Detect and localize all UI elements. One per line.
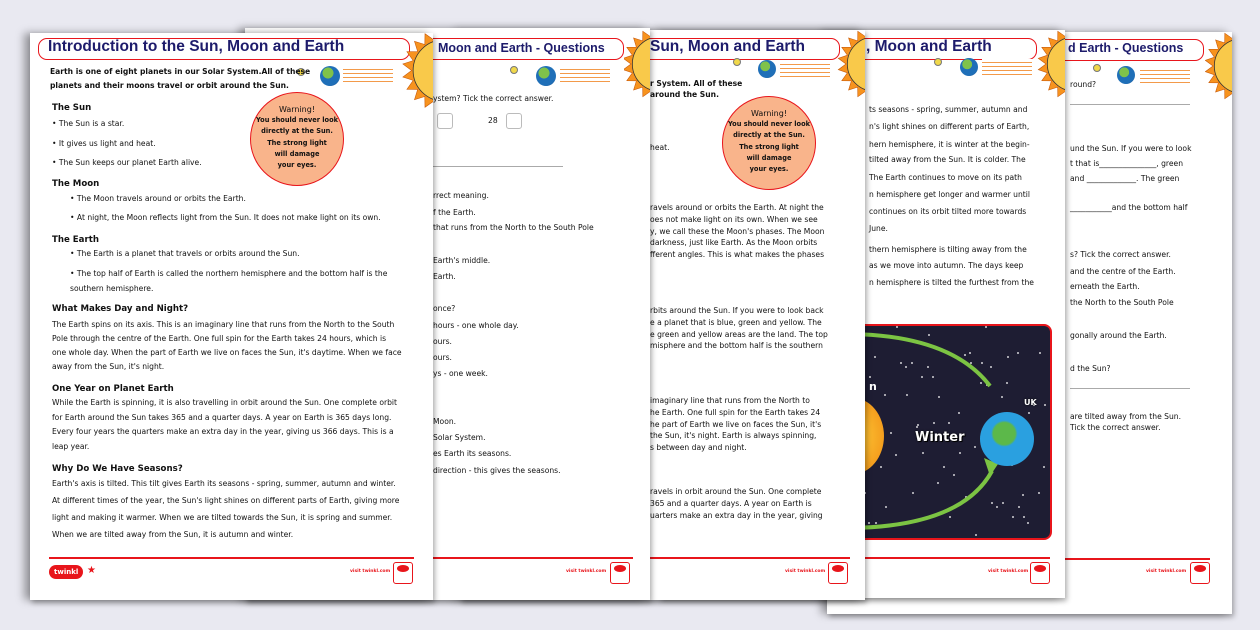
- text-line: 365 and a quarter days. A year on Earth is: [650, 498, 812, 508]
- text-line: ys - one week.: [433, 369, 488, 378]
- text-line: ours.: [433, 337, 452, 346]
- light-rays-icon: [1140, 67, 1190, 83]
- intro-text: Earth is one of eight planets in our Solar System.All of these: [50, 67, 311, 76]
- warning-text: You should never look: [728, 120, 810, 129]
- earth-icon: [320, 66, 340, 86]
- uk-label: UK: [1024, 398, 1037, 407]
- page-title: , Moon and Earth: [866, 38, 992, 55]
- text-line: es Earth its seasons.: [433, 449, 512, 458]
- text-line: ts seasons - spring, summer, autumn and: [869, 105, 1028, 114]
- body-text: Pole through the centre of the Earth. One full spin for the Earth takes 24 hours, which is: [52, 334, 387, 343]
- text-line: imaginary line that runs from the North to: [650, 396, 810, 405]
- sun-icon: [1037, 28, 1065, 108]
- question-text: d the Sun?: [1070, 364, 1111, 373]
- warning-text: You should never look: [256, 116, 338, 125]
- warning-circle: [722, 96, 816, 190]
- body-text: Earth's axis is tilted. This tilt gives Earth its seasons - spring, summer, autumn and winter.: [52, 479, 396, 488]
- sun-icon: [398, 30, 433, 120]
- body-text: one whole day. When the part of Earth we live on faces the Sun, it's daytime. When we face: [52, 348, 402, 357]
- body-text: The Earth spins on its axis. This is an imaginary line that runs from the North to the South: [52, 320, 395, 329]
- text-line: thern hemisphere is tilting away from the: [869, 245, 1027, 254]
- warning-text: The strong light: [267, 138, 327, 147]
- section-heading: The Moon: [52, 179, 100, 189]
- text-line: n hemisphere get longer and warmer until: [869, 190, 1030, 199]
- visit-link[interactable]: visit twinkl.com: [350, 569, 391, 574]
- body-text: At different times of the year, the Sun's light shines on different parts of Earth, giving more: [52, 496, 400, 505]
- body-text: While the Earth is spinning, it is also travelling in orbit around the Sun. One complete orbit: [52, 398, 398, 407]
- moon-icon: [733, 58, 741, 66]
- question-text: Tick the correct answer.: [1070, 423, 1161, 432]
- body-text: leap year.: [52, 442, 90, 451]
- text-line: that runs from the North to the South Pole: [433, 223, 594, 232]
- text-line: rbits around the Sun. If you were to look back: [650, 306, 824, 315]
- twinkl-logo[interactable]: twinkl: [49, 565, 83, 579]
- footer-divider: [1065, 558, 1210, 560]
- bullet-item: • It gives us light and heat.: [52, 139, 156, 148]
- warning-text: your eyes.: [749, 165, 789, 174]
- question-text: are tilted away from the Sun.: [1070, 412, 1182, 421]
- warning-heading: Warning!: [278, 105, 316, 114]
- text-line: uarters make an extra day in the year, giving: [650, 510, 823, 520]
- text-line: The Earth continues to move on its path: [869, 173, 1022, 182]
- answer-option: the North to the South Pole: [1070, 298, 1174, 307]
- section-heading: Why Do We Have Seasons?: [52, 464, 183, 474]
- body-text: When we are tilted away from the Sun, it is autumn and winter.: [52, 530, 294, 539]
- text-line: misphere and the bottom half is the southern: [650, 341, 823, 351]
- light-rays-icon: [343, 66, 393, 82]
- question-text: ___________and the bottom half: [1070, 203, 1188, 212]
- visit-link[interactable]: visit twinkl.com: [1146, 569, 1187, 574]
- text-line: hern hemisphere, it is winter at the begin-: [869, 140, 1030, 149]
- answer-option: erneath the Earth.: [1070, 282, 1140, 291]
- badge-icon: [1030, 562, 1050, 584]
- visit-link[interactable]: visit twinkl.com: [988, 569, 1029, 574]
- page-title: Introduction to the Sun, Moon and Earth: [48, 38, 345, 55]
- body-text: for Earth around the Sun takes 365 and a quarter days. A year on Earth is 365 days long.: [52, 413, 392, 422]
- warning-text: directly at the Sun.: [261, 127, 333, 136]
- bullet-item: • The Sun keeps our planet Earth alive.: [52, 158, 202, 167]
- text-line: darkness, just like Earth. As the Moon orbits: [650, 238, 818, 248]
- text-line: e green and yellow areas are the land. The top: [650, 329, 828, 339]
- text-line: oes not make light on its own. When we see: [650, 214, 818, 224]
- answer-line[interactable]: [1070, 104, 1190, 105]
- section-heading: One Year on Planet Earth: [52, 384, 174, 394]
- page-title: Sun, Moon and Earth: [650, 38, 805, 55]
- text-line: e a planet that is blue, green and yellow. The: [650, 317, 822, 327]
- answer-option: and the centre of the Earth.: [1070, 267, 1176, 276]
- star-icon: ★: [87, 565, 96, 576]
- text-line: fferent angles. This is what makes the phases: [650, 250, 825, 260]
- body-text: light and making it warmer. When we are tilted towards the Sun, it is spring and summer.: [52, 513, 393, 522]
- body-text: Every four years the quarters make an extra day in the year, giving us 366 days. This is a: [52, 427, 394, 436]
- question-text: t that is_______________, green: [1070, 159, 1184, 168]
- text-line: June.: [869, 224, 888, 233]
- text-line: as we move into autumn. The days keep: [869, 261, 1024, 270]
- warning-heading: Warning!: [750, 109, 788, 118]
- bullet-item: • The Moon travels around or orbits the Earth.: [70, 194, 246, 203]
- warning-text: directly at the Sun.: [733, 131, 805, 140]
- tick-box[interactable]: [506, 113, 522, 129]
- body-text: heat.: [650, 143, 670, 152]
- section-heading: The Earth: [52, 235, 99, 245]
- text-line: rrect meaning.: [433, 191, 489, 200]
- sun-icon: [837, 28, 865, 108]
- bullet-item: • The Earth is a planet that travels or orbits around the Sun.: [70, 249, 300, 258]
- text-line: s between day and night.: [650, 443, 747, 453]
- footer-divider: [865, 557, 1050, 559]
- question-text: s? Tick the correct answer.: [1070, 250, 1171, 259]
- text-line: ours.: [433, 353, 452, 362]
- text-line: tilted away from the Sun. It is colder. The: [869, 155, 1026, 164]
- seasons-diagram: [850, 324, 1052, 540]
- light-rays-icon: [780, 61, 830, 77]
- text-line: ravels around or orbits the Earth. At night the: [650, 203, 824, 212]
- question-text: und the Sun. If you were to look: [1070, 144, 1192, 153]
- footer-divider: [433, 557, 633, 559]
- warning-circle: [250, 92, 344, 186]
- section-heading: What Makes Day and Night?: [52, 304, 189, 314]
- bullet-item: southern hemisphere.: [70, 284, 154, 293]
- text-line: n hemisphere is tilted the furthest from the: [869, 278, 1034, 287]
- bullet-item: • At night, the Moon reflects light from the Sun. It does not make light on its own.: [70, 213, 381, 222]
- visit-link[interactable]: visit twinkl.com: [566, 569, 607, 574]
- sun-label: n: [869, 380, 877, 393]
- intro-text: around the Sun.: [650, 90, 719, 99]
- bullet-item: • The Sun is a star.: [52, 119, 125, 128]
- text-line: the Sun, it's night. Earth is always spinning,: [650, 431, 817, 441]
- text-line: Moon.: [433, 417, 457, 426]
- answer-option: gonally around the Earth.: [1070, 331, 1167, 340]
- warning-text: your eyes.: [277, 161, 317, 170]
- answer-line[interactable]: [433, 166, 563, 167]
- page-title: Moon and Earth - Questions: [438, 41, 605, 55]
- visit-link[interactable]: visit twinkl.com: [785, 569, 826, 574]
- text-line: hours - one whole day.: [433, 321, 519, 330]
- text-line: Earth's middle.: [433, 256, 491, 265]
- sun-icon: [1205, 30, 1232, 110]
- footer-divider: [49, 557, 414, 559]
- badge-icon: [1190, 562, 1210, 584]
- page-title: d Earth - Questions: [1068, 41, 1184, 55]
- moon-icon: [510, 66, 518, 74]
- light-rays-icon: [982, 59, 1032, 75]
- question-text: round?: [1070, 80, 1097, 89]
- moon-icon: [934, 58, 942, 66]
- sun-icon: [624, 28, 650, 108]
- question-text: ystem? Tick the correct answer.: [433, 94, 554, 103]
- intro-text: planets and their moons travel or orbit around the Sun.: [50, 81, 289, 90]
- text-line: Earth.: [433, 272, 456, 281]
- bullet-item: • The top half of Earth is called the northern hemisphere and the bottom half is the: [70, 269, 388, 278]
- tick-box[interactable]: [437, 113, 453, 129]
- badge-icon: [610, 562, 630, 584]
- text-line: n's light shines on different parts of Earth,: [869, 122, 1030, 131]
- moon-icon: [1093, 64, 1101, 72]
- body-text: away from the Sun, it's night.: [52, 362, 165, 371]
- text-line: f the Earth.: [433, 208, 476, 217]
- text-line: Solar System.: [433, 433, 486, 442]
- earth-icon: [960, 58, 978, 76]
- text-line: he Earth. One full spin for the Earth takes 24: [650, 407, 821, 417]
- warning-text: will damage: [274, 149, 320, 158]
- light-rays-icon: [560, 66, 610, 82]
- option-label: 28: [488, 116, 498, 125]
- earth-icon: [1117, 66, 1135, 84]
- text-line: he part of Earth we live on faces the Sun, it's: [650, 419, 822, 429]
- footer-divider: [650, 557, 850, 559]
- season-label: Winter: [915, 430, 965, 445]
- text-line: continues on its orbit tilted more towards: [869, 207, 1027, 216]
- earth-icon: [536, 66, 556, 86]
- badge-icon: [393, 562, 413, 584]
- badge-icon: [828, 562, 848, 584]
- text-line: direction - this gives the seasons.: [433, 466, 561, 475]
- warning-text: will damage: [746, 153, 792, 162]
- text-line: y, we call these the Moon's phases. The Moon: [650, 226, 825, 236]
- warning-text: The strong light: [739, 142, 799, 151]
- answer-line[interactable]: [1070, 388, 1190, 389]
- section-heading: The Sun: [52, 103, 92, 113]
- earth-illustration: [980, 412, 1034, 466]
- question-text: and _____________. The green: [1070, 174, 1180, 183]
- intro-text: r System. All of these: [650, 79, 743, 88]
- text-line: ravels in orbit around the Sun. One complete: [650, 487, 822, 496]
- earth-icon: [758, 60, 776, 78]
- text-line: once?: [433, 304, 456, 313]
